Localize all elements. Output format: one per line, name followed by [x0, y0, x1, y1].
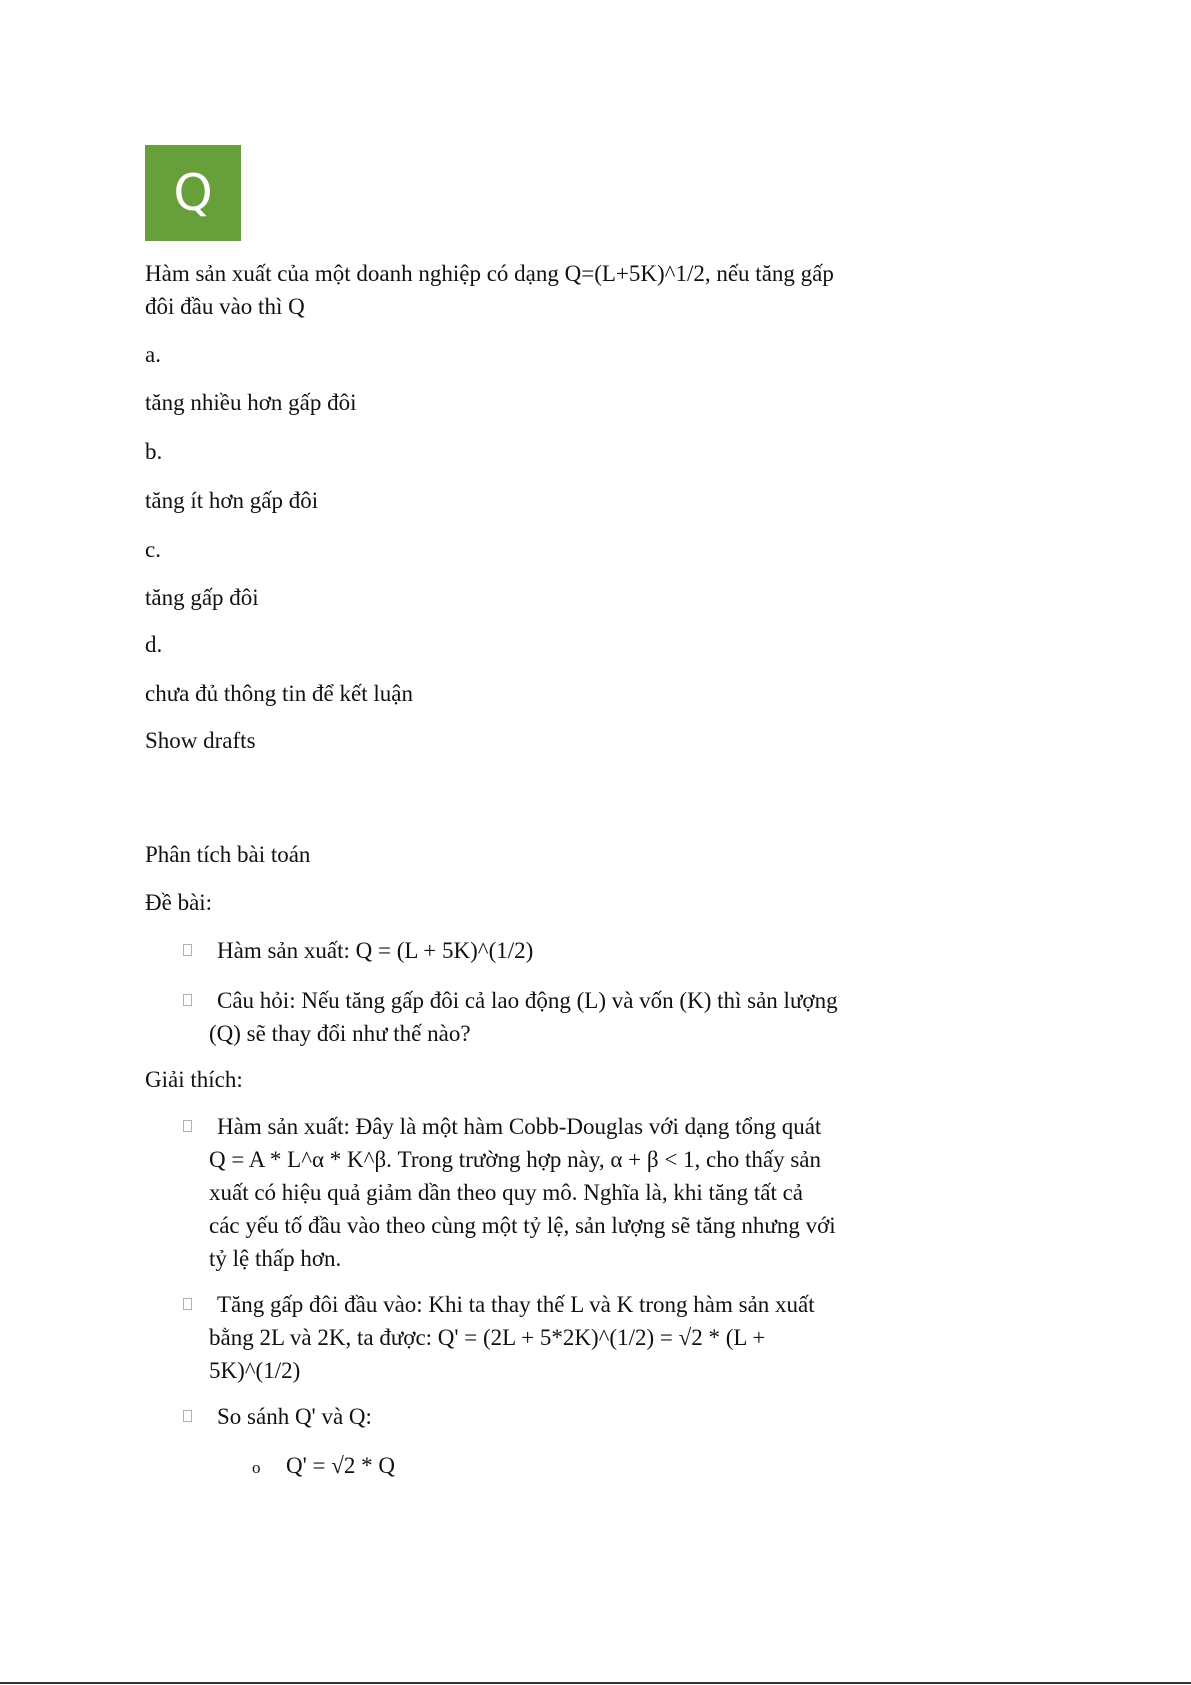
explain-item-2 — [183, 1288, 883, 1387]
problem-item-2-line: Câu hỏi: Nếu tăng gấp đôi cả lao động (L) và vốn (K) thì sản lượng — [217, 988, 838, 1013]
page-bottom-divider — [0, 1682, 1191, 1684]
option-c-text[interactable]: tăng gấp đôi — [145, 585, 259, 610]
option-b-letter: b. — [145, 439, 163, 464]
option-c-letter: c. — [145, 537, 161, 562]
explain-item-1-cont-1: Q = A * L^α * K^β. Trong trường hợp này, α + β < 1, cho thấy sản — [209, 1147, 822, 1172]
problem-item-2-cont: (Q) sẽ thay đổi như thế nào? — [209, 1021, 471, 1046]
explain-item-2-cont-2: 5K)^(1/2) — [209, 1358, 301, 1383]
explain-item-1-line: Hàm sản xuất: Đây là một hàm Cobb-Douglas với dạng tổng quát — [217, 1114, 822, 1139]
problem-item-1 — [183, 934, 883, 967]
option-a-text[interactable]: tăng nhiều hơn gấp đôi — [145, 390, 357, 415]
problem-item-2 — [183, 984, 883, 1050]
question-avatar — [145, 145, 241, 241]
explain-item-2-cont-1: bằng 2L và 2K, ta được: Q' = (2L + 5*2K)^(1/2) = √2 * (L + — [209, 1325, 766, 1350]
option-d-letter: d. — [145, 632, 163, 657]
explain-item-1-cont-3: các yếu tố đầu vào theo cùng một tỷ lệ, sản lượng sẽ tăng nhưng với — [209, 1213, 836, 1238]
explain-label: Giải thích: — [145, 1067, 243, 1092]
explain-item-3-line: So sánh Q' và Q: — [217, 1404, 372, 1429]
problem-item-1-line: Hàm sản xuất: Q = (L + 5K)^(1/2) — [217, 938, 534, 963]
bullet-box-icon — [183, 1410, 192, 1422]
explain-item-2-line: Tăng gấp đôi đầu vào: Khi ta thay thế L và K trong hàm sản xuất — [217, 1292, 815, 1317]
bullet-box-icon — [183, 944, 192, 956]
analysis-heading: Phân tích bài toán — [145, 842, 311, 867]
option-b-text[interactable]: tăng ít hơn gấp đôi — [145, 488, 319, 513]
bullet-box-icon — [183, 1298, 192, 1310]
question-text: Hàm sản xuất của một doanh nghiệp có dạng Q=(L+5K)^1/2, nếu tăng gấp đôi đầu vào thì Q — [145, 261, 834, 319]
explain-item-1 — [183, 1110, 883, 1275]
explain-item-1-cont-4: tỷ lệ thấp hơn. — [209, 1246, 342, 1271]
option-d-text[interactable]: chưa đủ thông tin để kết luận — [145, 681, 413, 706]
sub-item-text: Q' = √2 * Q — [286, 1453, 395, 1478]
show-drafts-link[interactable]: Show drafts — [145, 728, 256, 753]
bullet-box-icon — [183, 1120, 192, 1132]
sub-item — [252, 1449, 395, 1484]
sub-bullet-marker: o — [252, 1458, 261, 1477]
problem-label: Đề bài: — [145, 890, 213, 915]
bullet-box-icon — [183, 994, 192, 1006]
explain-item-3 — [183, 1400, 883, 1433]
avatar-letter: Q — [173, 164, 213, 222]
explain-item-1-cont-2: xuất có hiệu quả giảm dần theo quy mô. Nghĩa là, khi tăng tất cả — [209, 1180, 804, 1205]
option-a-letter: a. — [145, 342, 161, 367]
